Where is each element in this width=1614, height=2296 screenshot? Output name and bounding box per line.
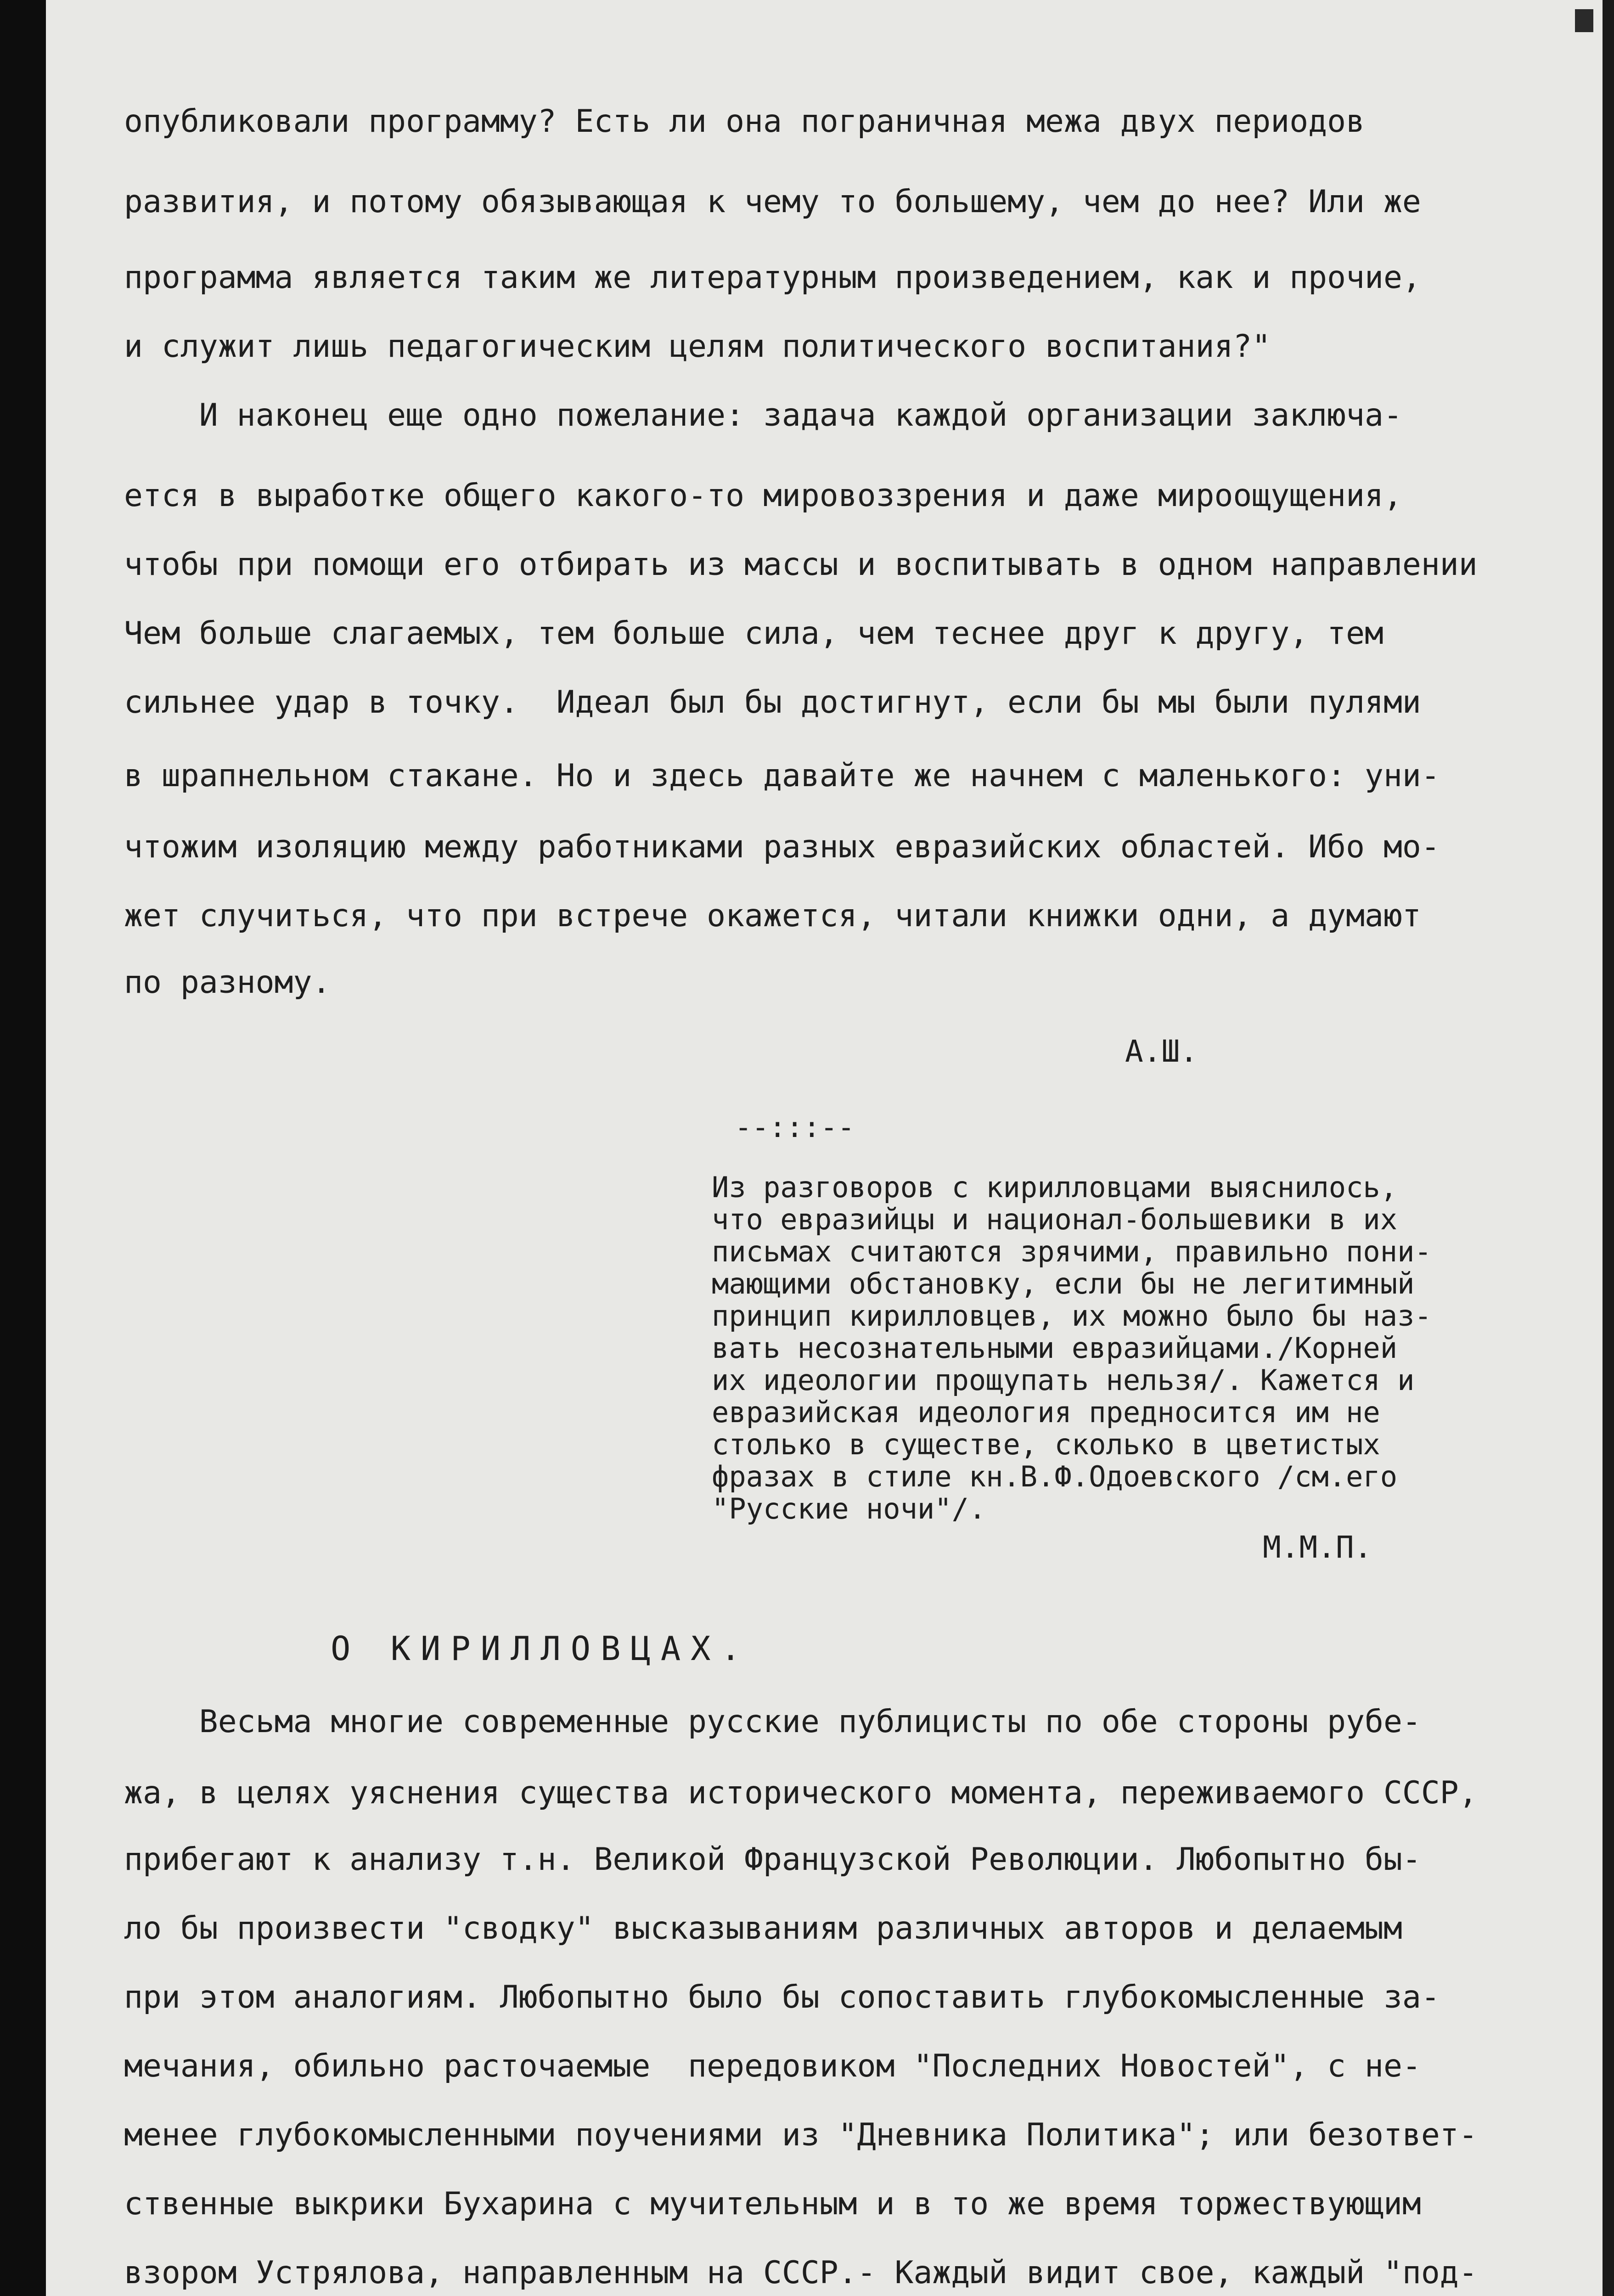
quote-line: фразах в стиле кн.В.Ф.Одоевского /см.его	[712, 1460, 1398, 1493]
text-line: ственные выкрики Бухарина с мучительным и в то же время торжествующим	[124, 2186, 1421, 2222]
text-line: в шрапнельном стакане. Но и здесь давайте же начнем с маленького: уни-	[124, 758, 1440, 794]
quote-line: принцип кирилловцев, их можно было бы наз-	[712, 1299, 1432, 1333]
text-line: жа, в целях уяснения существа исторического момента, переживаемого СССР,	[124, 1775, 1478, 1811]
text-line: и служит лишь педагогическим целям политического воспитания?"	[124, 328, 1271, 365]
scan-left-edge	[0, 0, 46, 2296]
text-line: взором Устрялова, направленным на СССР.- Каждый видит свое, каждый "под-	[124, 2255, 1478, 2291]
text-line: программа является таким же литературным произведением, как и прочие,	[124, 259, 1421, 296]
scan-right-edge	[1603, 0, 1614, 2296]
signature-m-m-p: М.М.П.	[1263, 1530, 1372, 1565]
quote-line: письмах считаются зрячими, правильно пони-	[712, 1235, 1432, 1268]
quote-line: вать несознательными евразийцами./Корней	[712, 1331, 1398, 1365]
text-line: сильнее удар в точку. Идеал был бы достигнут, если бы мы были пулями	[124, 684, 1421, 720]
text-line: Весьма многие современные русские публицисты по обе стороны рубе-	[124, 1704, 1421, 1740]
signature-a-sh: А.Ш.	[1125, 1034, 1198, 1069]
text-line: по разному.	[124, 964, 331, 1001]
quote-line: столько в существе, сколько в цветистых	[712, 1428, 1380, 1461]
text-line: прибегают к анализу т.н. Великой Французской Революции. Любопытно бы-	[124, 1841, 1421, 1878]
corner-mark	[1575, 9, 1593, 32]
text-line: развития, и потому обязывающая к чему то большему, чем до нее? Или же	[124, 184, 1421, 220]
quote-line: "Русские ночи"/.	[712, 1492, 986, 1525]
quote-line: евразийская идеология предносится им не	[712, 1396, 1380, 1429]
article-title: О КИРИЛЛОВЦАХ.	[331, 1629, 751, 1668]
quote-line: Из разговоров с кирилловцами выяснилось,	[712, 1171, 1398, 1204]
text-line: ется в выработке общего какого-то мировоззрения и даже мироощущения,	[124, 478, 1402, 514]
text-line: опубликовали программу? Есть ли она пограничная межа двух периодов	[124, 103, 1365, 140]
text-line: мечания, обильно расточаемые передовиком "Последних Новостей", с не-	[124, 2048, 1421, 2084]
text-line: Чем больше слагаемых, тем больше сила, чем теснее друг к другу, тем	[124, 615, 1383, 652]
text-line: менее глубокомысленными поучениями из "Дневника Политика"; или безответ-	[124, 2117, 1478, 2153]
text-line: чтожим изоляцию между работниками разных евразийских областей. Ибо мо-	[124, 829, 1440, 865]
text-line: И наконец еще одно пожелание: задача каждой организации заключа-	[124, 397, 1402, 433]
quote-line: их идеологии прощупать нельзя/. Кажется и	[712, 1363, 1415, 1397]
text-line: ло бы произвести "сводку" высказываниям различных авторов и делаемым	[124, 1910, 1402, 1947]
text-line: жет случиться, что при встрече окажется, читали книжки одни, а думают	[124, 898, 1421, 934]
quote-line: что евразийцы и национал-большевики в их	[712, 1203, 1398, 1236]
text-line: при этом аналогиям. Любопытно было бы сопоставить глубокомысленные за-	[124, 1979, 1440, 2015]
text-line: чтобы при помощи его отбирать из массы и воспитывать в одном направлении	[124, 546, 1478, 583]
quote-line: мающими обстановку, если бы не легитимный	[712, 1267, 1415, 1300]
section-separator: --:::--	[735, 1110, 855, 1144]
